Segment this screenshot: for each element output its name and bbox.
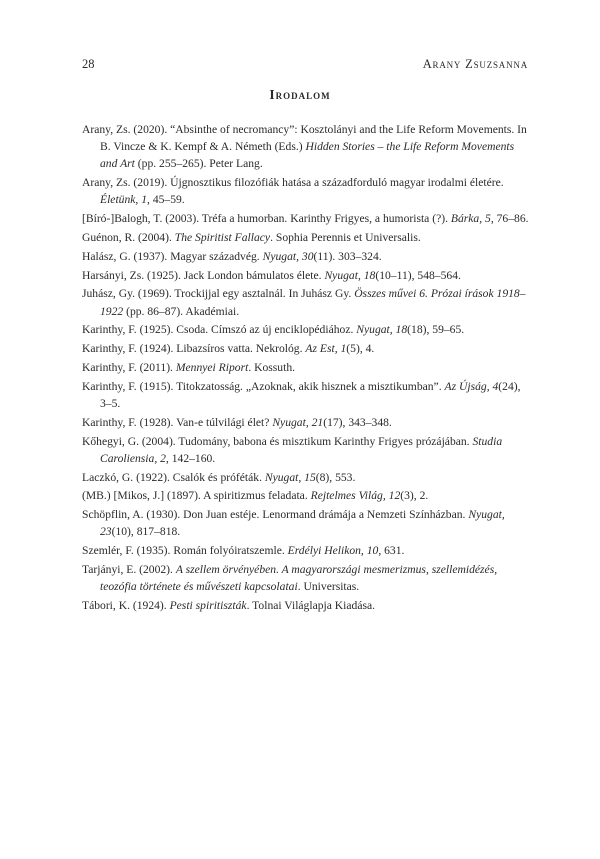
reference-text: (3), 2. <box>400 489 429 503</box>
reference-entry <box>82 378 534 412</box>
reference-entry <box>82 174 534 208</box>
reference-text: . Kossuth. <box>248 360 296 374</box>
reference-text: (10), 817–818. <box>111 525 181 539</box>
reference-entry <box>82 285 534 319</box>
reference-text: Schöpflin, A. (1930). Don Juan estéje. Lenormand drámája a Nemzeti Színházban. <box>82 508 469 522</box>
section-title: Irodalom <box>269 87 331 102</box>
reference-text: Tarjányi, E. (2002). <box>82 562 176 576</box>
reference-text: , 631. <box>378 544 405 558</box>
reference-text: , 76–86. <box>490 212 529 226</box>
reference-text: (10–11), 548–564. <box>375 268 461 282</box>
reference-text: . Sophia Perennis et Universalis. <box>270 231 421 244</box>
reference-text: Karinthy, F. (2011). <box>82 360 176 374</box>
reference-italic-text: Összes művei 6. Prózai írások 1918–1922 <box>100 287 526 318</box>
reference-italic-text: Nyugat, 21 <box>272 415 324 429</box>
reference-text: (11). 303–324. <box>313 249 382 263</box>
reference-italic-text: Bárka, 5 <box>450 212 491 226</box>
reference-entry <box>82 561 534 595</box>
reference-entry <box>82 469 534 486</box>
reference-text: (pp. 86–87). Akadémiai. <box>123 304 240 318</box>
reference-text: Karinthy, F. (1925). Csoda. Címszó az új enciklopédiához. <box>82 323 357 337</box>
reference-text: Laczkó, G. (1922). Csalók és próféták. <box>82 470 265 484</box>
reference-entry <box>82 340 534 357</box>
reference-text: Arany, Zs. (2019). Újgnosztikus filozófiák hatása a századforduló magyar irodalmi életére. <box>82 176 504 190</box>
reference-text: Harsányi, Zs. (1925). Jack London bámulatos élete. <box>82 268 325 282</box>
reference-italic-text: Pesti spiritiszták <box>169 598 247 612</box>
reference-italic-text: Rejtelmes Világ, 12 <box>310 489 401 503</box>
reference-italic-text: Hidden Stories – the Life Reform Movements and Art <box>100 140 515 171</box>
reference-text: Arany, Zs. (2020). “Absinthe of necromancy”: Kosztolányi and the Life Reform Movements. In B. Vincze & K. Kempf & A. Németh (Eds.) <box>82 123 527 154</box>
reference-entry <box>82 414 534 431</box>
reference-entry <box>82 506 534 540</box>
reference-text: Karinthy, F. (1928). Van-e túlvilági élet? <box>82 415 273 429</box>
reference-italic-text: Nyugat, 23 <box>100 508 505 539</box>
reference-text: (24), 3–5. <box>100 379 521 410</box>
reference-text: Halász, G. (1937). Magyar századvég. <box>82 249 263 263</box>
page-number: 28 <box>82 57 95 71</box>
reference-text: Kőhegyi, G. (2004). Tudomány, babona és misztikum Karinthy Frigyes prózájában. <box>82 434 473 448</box>
reference-text: (8), 553. <box>315 470 356 484</box>
reference-text: Szemlér, F. (1935). Román folyóiratszemle. <box>82 544 288 558</box>
reference-text: (pp. 255–265). Peter Lang. <box>134 157 263 171</box>
reference-entry <box>82 542 534 559</box>
reference-entry <box>82 359 534 376</box>
reference-entry <box>82 433 534 467</box>
reference-italic-text: Nyugat, 15 <box>264 470 316 484</box>
reference-text: (MB.) [Mikos, J.] (1897). A spiritizmus feladata. <box>82 489 311 503</box>
reference-italic-text: Erdélyi Helikon, 10 <box>287 544 379 558</box>
reference-italic-text: A szellem örvényében. A magyarországi mesmerizmus, szellemidézés, teozófia története és művészeti kapcsolatai <box>100 562 498 594</box>
reference-italic-text: Az Újság, 4 <box>444 379 499 393</box>
reference-entry <box>82 487 534 504</box>
reference-italic-text: Az Est, 1 <box>305 342 347 356</box>
reference-text: Guénon, R. (2004). <box>82 231 175 244</box>
reference-italic-text: Életünk, 1 <box>100 193 148 207</box>
reference-text: [Bíró-]Balogh, T. (2003). Tréfa a humorban. Karinthy Frigyes, a humorista (?). <box>82 212 451 226</box>
reference-text: (5), 4. <box>346 342 375 356</box>
reference-entry <box>82 321 534 338</box>
reference-italic-text: Studia Caroliensia, 2 <box>100 434 503 465</box>
reference-text: Karinthy, F. (1915). Titokzatosság. „Azoknak, akik hisznek a misztikumban”. <box>82 379 445 393</box>
reference-text: Juhász, Gy. (1969). Trockijjal egy asztalnál. In Juhász Gy. <box>82 287 355 301</box>
reference-text: (17), 343–348. <box>323 415 392 429</box>
reference-text: . Universitas. <box>297 580 360 594</box>
reference-text: Karinthy, F. (1924). Libazsíros vatta. Nekrológ. <box>82 342 306 356</box>
reference-text: , 142–160. <box>165 451 216 465</box>
reference-entry <box>82 121 534 173</box>
reference-entry <box>82 248 534 265</box>
reference-italic-text: Nyugat, 18 <box>356 323 408 337</box>
reference-text: , 45–59. <box>147 193 185 207</box>
reference-entry <box>82 267 534 284</box>
reference-entry <box>82 229 534 246</box>
reference-italic-text: Mennyei Riport <box>175 360 249 374</box>
running-head: Arany Zsuzsanna <box>422 57 528 71</box>
reference-italic-text: Nyugat, 30 <box>262 249 314 263</box>
reference-text: Tábori, K. (1924). <box>82 598 170 612</box>
reference-text: . Tolnai Világlapja Kiadása. <box>246 598 376 612</box>
reference-entry <box>82 597 534 614</box>
reference-italic-text: The Spiritist Fallacy <box>174 231 271 244</box>
reference-italic-text: Nyugat, 18 <box>324 268 376 282</box>
reference-list <box>82 121 534 616</box>
reference-text: (18), 59–65. <box>407 323 465 337</box>
reference-entry <box>82 210 534 227</box>
